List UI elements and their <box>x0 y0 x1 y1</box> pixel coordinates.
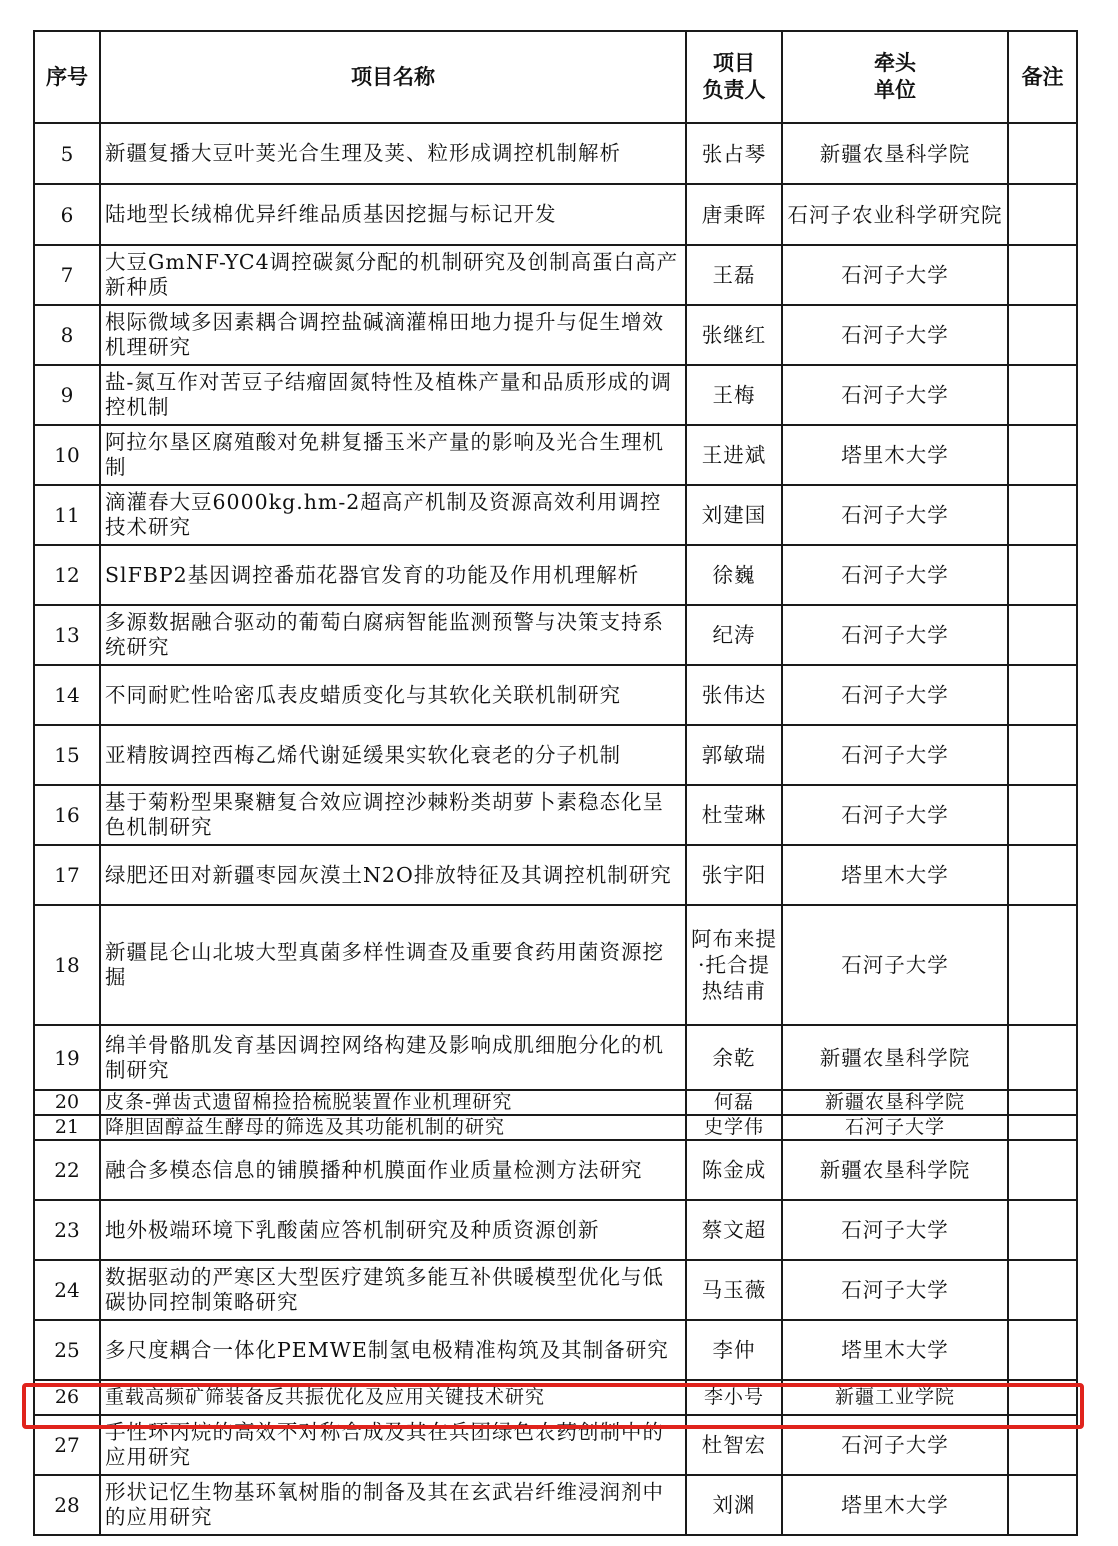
row-unit: 新疆农垦科学院 <box>782 1140 1008 1200</box>
row-note <box>1008 665 1077 725</box>
table-row-highlighted <box>34 1380 1077 1415</box>
row-note <box>1008 1475 1077 1535</box>
table-row <box>34 1320 1077 1380</box>
table-row <box>34 365 1077 425</box>
row-project-name: 亚精胺调控西梅乙烯代谢延缓果实软化衰老的分子机制 <box>100 725 686 785</box>
row-unit: 石河子大学 <box>782 365 1008 425</box>
header-unit: 牵头 单位 <box>782 31 1008 123</box>
header-row <box>34 31 1077 123</box>
row-note <box>1008 785 1077 845</box>
row-project-name: 根际微域多因素耦合调控盐碱滴灌棉田地力提升与促生增效机理研究 <box>100 305 686 365</box>
row-note <box>1008 305 1077 365</box>
table-row <box>34 305 1077 365</box>
row-leader: 张宇阳 <box>686 845 782 905</box>
row-index: 6 <box>34 184 100 245</box>
row-unit: 石河子大学 <box>782 545 1008 605</box>
row-index: 14 <box>34 665 100 725</box>
table-row <box>34 785 1077 845</box>
row-index: 8 <box>34 305 100 365</box>
table-row <box>34 605 1077 665</box>
row-leader: 王进斌 <box>686 425 782 485</box>
project-table <box>33 30 1078 1536</box>
table-row <box>34 485 1077 545</box>
row-note <box>1008 365 1077 425</box>
row-project-name: 多源数据融合驱动的葡萄白腐病智能监测预警与决策支持系统研究 <box>100 605 686 665</box>
row-project-name: 盐-氮互作对苦豆子结瘤固氮特性及植株产量和品质形成的调控机制 <box>100 365 686 425</box>
row-index: 10 <box>34 425 100 485</box>
row-unit: 石河子大学 <box>782 1260 1008 1320</box>
row-leader: 刘建国 <box>686 485 782 545</box>
row-unit: 塔里木大学 <box>782 845 1008 905</box>
row-note <box>1008 1140 1077 1200</box>
row-leader: 李小号 <box>686 1380 782 1415</box>
row-unit: 石河子大学 <box>782 725 1008 785</box>
row-index: 17 <box>34 845 100 905</box>
row-note <box>1008 845 1077 905</box>
row-project-name: 融合多模态信息的铺膜播种机膜面作业质量检测方法研究 <box>100 1140 686 1200</box>
row-index: 23 <box>34 1200 100 1260</box>
row-leader: 张继红 <box>686 305 782 365</box>
row-unit: 石河子农业科学研究院 <box>782 184 1008 245</box>
row-unit: 石河子大学 <box>782 605 1008 665</box>
row-unit: 石河子大学 <box>782 785 1008 845</box>
row-index: 19 <box>34 1025 100 1090</box>
row-note <box>1008 1200 1077 1260</box>
table-row <box>34 425 1077 485</box>
row-project-name: SlFBP2基因调控番茄花器官发育的功能及作用机理解析 <box>100 545 686 605</box>
row-note <box>1008 1090 1077 1115</box>
row-index: 15 <box>34 725 100 785</box>
row-index: 11 <box>34 485 100 545</box>
row-note <box>1008 245 1077 305</box>
row-leader: 唐秉晖 <box>686 184 782 245</box>
table-row <box>34 1475 1077 1535</box>
row-leader: 郭敏瑞 <box>686 725 782 785</box>
table-row <box>34 1140 1077 1200</box>
row-project-name: 不同耐贮性哈密瓜表皮蜡质变化与其软化关联机制研究 <box>100 665 686 725</box>
row-index: 16 <box>34 785 100 845</box>
table-row <box>34 665 1077 725</box>
row-index: 20 <box>34 1090 100 1115</box>
row-note <box>1008 1025 1077 1090</box>
row-index: 25 <box>34 1320 100 1380</box>
row-unit: 石河子大学 <box>782 485 1008 545</box>
row-project-name: 基于菊粉型果聚糖复合效应调控沙棘粉类胡萝卜素稳态化呈色机制研究 <box>100 785 686 845</box>
row-index: 27 <box>34 1415 100 1475</box>
row-project-name: 新疆复播大豆叶荚光合生理及荚、粒形成调控机制解析 <box>100 123 686 184</box>
row-index: 18 <box>34 905 100 1025</box>
row-leader: 杜智宏 <box>686 1415 782 1475</box>
row-note <box>1008 123 1077 184</box>
row-project-name: 降胆固醇益生酵母的筛选及其功能机制的研究 <box>100 1115 686 1140</box>
row-unit: 石河子大学 <box>782 1415 1008 1475</box>
row-unit: 石河子大学 <box>782 245 1008 305</box>
row-leader: 马玉薇 <box>686 1260 782 1320</box>
row-leader: 刘渊 <box>686 1475 782 1535</box>
row-unit: 新疆工业学院 <box>782 1380 1008 1415</box>
row-note <box>1008 725 1077 785</box>
row-index: 9 <box>34 365 100 425</box>
row-leader: 王磊 <box>686 245 782 305</box>
row-note <box>1008 605 1077 665</box>
row-note <box>1008 545 1077 605</box>
row-leader: 李仲 <box>686 1320 782 1380</box>
row-index: 28 <box>34 1475 100 1535</box>
row-note <box>1008 1415 1077 1475</box>
row-note <box>1008 425 1077 485</box>
row-leader: 阿布来提·托合提热结甫 <box>686 905 782 1025</box>
row-project-name: 绵羊骨骼肌发育基因调控网络构建及影响成肌细胞分化的机制研究 <box>100 1025 686 1090</box>
row-index: 12 <box>34 545 100 605</box>
row-project-name: 大豆GmNF-YC4调控碳氮分配的机制研究及创制高蛋白高产新种质 <box>100 245 686 305</box>
row-project-name: 多尺度耦合一体化PEMWE制氢电极精准构筑及其制备研究 <box>100 1320 686 1380</box>
table-row <box>34 1025 1077 1090</box>
row-index: 22 <box>34 1140 100 1200</box>
table-row <box>34 725 1077 785</box>
row-note <box>1008 1115 1077 1140</box>
row-index: 7 <box>34 245 100 305</box>
document-page <box>33 30 1076 1536</box>
row-unit: 新疆农垦科学院 <box>782 123 1008 184</box>
row-project-name: 陆地型长绒棉优异纤维品质基因挖掘与标记开发 <box>100 184 686 245</box>
table-row <box>34 245 1077 305</box>
row-unit: 新疆农垦科学院 <box>782 1025 1008 1090</box>
row-unit: 塔里木大学 <box>782 1475 1008 1535</box>
header-index: 序号 <box>34 31 100 123</box>
row-index: 24 <box>34 1260 100 1320</box>
row-unit: 塔里木大学 <box>782 1320 1008 1380</box>
row-index: 13 <box>34 605 100 665</box>
row-note <box>1008 184 1077 245</box>
row-note <box>1008 1320 1077 1380</box>
row-project-name: 皮条-弹齿式遗留棉捡拾梳脱装置作业机理研究 <box>100 1090 686 1115</box>
row-unit: 石河子大学 <box>782 1200 1008 1260</box>
row-project-name: 绿肥还田对新疆枣园灰漠土N2O排放特征及其调控机制研究 <box>100 845 686 905</box>
header-leader: 项目 负责人 <box>686 31 782 123</box>
table-row <box>34 905 1077 1025</box>
row-project-name: 阿拉尔垦区腐殖酸对免耕复播玉米产量的影响及光合生理机制 <box>100 425 686 485</box>
row-note <box>1008 1380 1077 1415</box>
row-note <box>1008 905 1077 1025</box>
row-leader: 纪涛 <box>686 605 782 665</box>
table-row <box>34 1090 1077 1115</box>
row-project-name: 重载高频矿筛装备反共振优化及应用关键技术研究 <box>100 1380 686 1415</box>
header-note: 备注 <box>1008 31 1077 123</box>
row-leader: 陈金成 <box>686 1140 782 1200</box>
row-index: 21 <box>34 1115 100 1140</box>
table-row <box>34 184 1077 245</box>
row-leader: 张伟达 <box>686 665 782 725</box>
row-note <box>1008 1260 1077 1320</box>
row-unit: 石河子大学 <box>782 1115 1008 1140</box>
table-row <box>34 1260 1077 1320</box>
table-row <box>34 1415 1077 1475</box>
row-unit: 石河子大学 <box>782 665 1008 725</box>
row-leader: 何磊 <box>686 1090 782 1115</box>
row-unit: 石河子大学 <box>782 905 1008 1025</box>
row-index: 5 <box>34 123 100 184</box>
row-leader: 王梅 <box>686 365 782 425</box>
header-name: 项目名称 <box>100 31 686 123</box>
table-row <box>34 123 1077 184</box>
row-index: 26 <box>34 1380 100 1415</box>
table-row <box>34 845 1077 905</box>
row-project-name: 滴灌春大豆6000kg.hm-2超高产机制及资源高效利用调控技术研究 <box>100 485 686 545</box>
table-row <box>34 1115 1077 1140</box>
row-project-name: 形状记忆生物基环氧树脂的制备及其在玄武岩纤维浸润剂中的应用研究 <box>100 1475 686 1535</box>
row-unit: 塔里木大学 <box>782 425 1008 485</box>
row-unit: 石河子大学 <box>782 305 1008 365</box>
row-leader: 张占琴 <box>686 123 782 184</box>
row-project-name: 地外极端环境下乳酸菌应答机制研究及种质资源创新 <box>100 1200 686 1260</box>
row-project-name: 手性环丙烷的高效不对称合成及其在兵团绿色农药创制中的应用研究 <box>100 1415 686 1475</box>
table-row <box>34 1200 1077 1260</box>
row-leader: 杜莹琳 <box>686 785 782 845</box>
row-unit: 新疆农垦科学院 <box>782 1090 1008 1115</box>
row-project-name: 新疆昆仑山北坡大型真菌多样性调查及重要食药用菌资源挖掘 <box>100 905 686 1025</box>
row-leader: 徐巍 <box>686 545 782 605</box>
row-leader: 史学伟 <box>686 1115 782 1140</box>
row-note <box>1008 485 1077 545</box>
row-project-name: 数据驱动的严寒区大型医疗建筑多能互补供暖模型优化与低碳协同控制策略研究 <box>100 1260 686 1320</box>
row-leader: 蔡文超 <box>686 1200 782 1260</box>
table-row <box>34 545 1077 605</box>
row-leader: 余乾 <box>686 1025 782 1090</box>
